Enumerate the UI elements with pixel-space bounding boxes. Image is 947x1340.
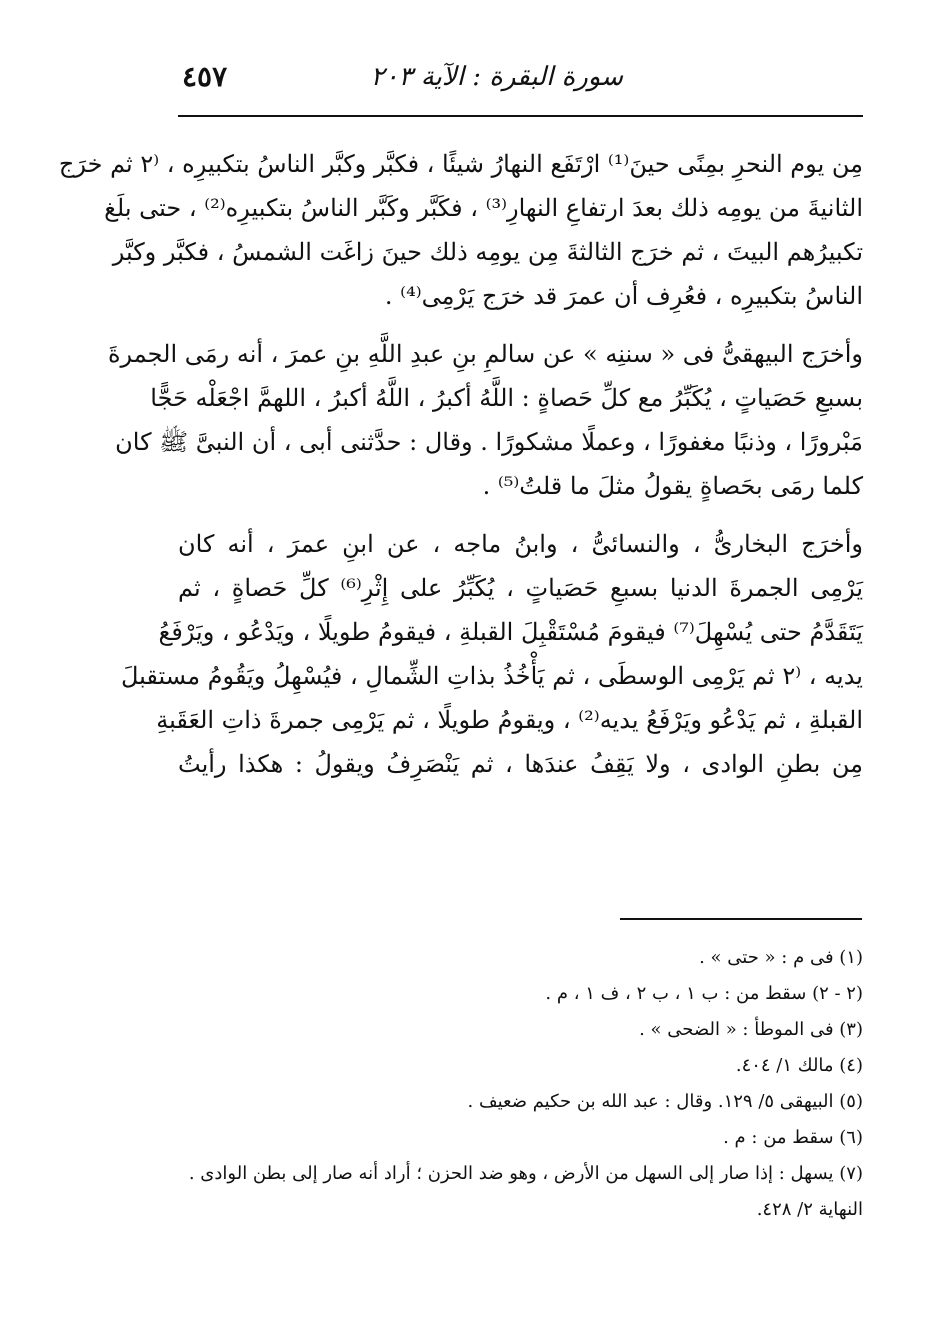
paragraph-1	[58, 142, 863, 318]
text-line: وأخرَج البخارىُّ ، والنسائىُّ ، وابنُ ماجه ، عن ابنِ عمرَ ، أنه كان	[178, 530, 863, 558]
text-line: يديه ، ⁽٢ ثم يَرْمِى الوسطَى ، ثم يَأْخُذُ بذاتِ الشِّمالِ ، فيُسْهِلُ ويَقُومُ مستقبلَ	[120, 662, 863, 690]
footnotes	[178, 940, 863, 1228]
header-rule	[178, 115, 863, 117]
text-line: الناسُ بتكبيرِه ، فعُرِف أن عمرَ قد خرَج يَرْمِى⁽⁴⁾ .	[384, 282, 863, 310]
footnote: (٢ - ٢) سقط من : ب ١ ، ب ٢ ، ف ١ ، م .	[545, 983, 863, 1004]
text-line: وأخرَج البيهقىُّ فى « سننِه » عن سالمِ بنِ عبدِ اللَّهِ بنِ عمرَ ، أنه رمَى الجمرةَ	[107, 340, 863, 368]
text-line: تكبيرُهم البيتَ ، ثم خرَج الثالثةَ مِن يومِه ذلك حينَ زاغَت الشمسُ ، فكبَّر وكبَّر	[112, 238, 863, 266]
page-header	[178, 58, 863, 114]
page-number: ٤٥٧	[182, 60, 228, 93]
main-text	[58, 142, 863, 800]
text-line: الثانيةَ من يومِه ذلك بعدَ ارتفاعِ النهارِ⁽³⁾ ، فكَبَّر وكَبَّر الناسُ بتكبيرِه⁽²⁾ ، حتى بلَغ	[104, 194, 863, 222]
text-line: كلما رمَى بحَصاةٍ يقولُ مثلَ ما قلتُ⁽⁵⁾ .	[482, 472, 863, 500]
paragraph-3	[120, 522, 863, 786]
running-title: سورة البقرة : الآية ٢٠٣	[370, 62, 623, 92]
footnote-continuation: النهاية ٢/ ٤٢٨.	[756, 1199, 863, 1220]
text-line: يَتَقَدَّمُ حتى يُسْهِلَ⁽⁷⁾ فيقومَ مُسْتَقْبِلَ القبلةِ ، فيقومُ طويلًا ، ويَدْعُو ، ويَرْفَعُ	[158, 618, 863, 646]
footnote: (٤) مالك ١/ ٤٠٤.	[735, 1055, 863, 1076]
footnote: (٥) البيهقى ٥/ ١٢٩. وقال : عبد الله بن حكيم ضعيف .	[467, 1091, 863, 1112]
text-line: مَبْرورًا ، وذنبًا مغفورًا ، وعملًا مشكورًا . وقال : حدَّثنى أبى ، أن النبىَّ ﷺ كان	[115, 428, 863, 456]
footnote-rule	[620, 918, 862, 920]
text-line: يَرْمِى الجمرةَ الدنيا بسبعِ حَصَياتٍ ، يُكَبِّرُ على إِثْرِ⁽⁶⁾ كلِّ حَصاةٍ ، ثم	[178, 574, 863, 602]
text-line: القبلةِ ، ثم يَدْعُو ويَرْفَعُ يديه⁽²⁾ ، ويقومُ طويلًا ، ثم يَرْمِى جمرةَ ذاتِ العَقَبةِ	[156, 706, 863, 734]
text-line: بسبعِ حَصَياتٍ ، يُكَبِّرُ مع كلِّ حَصاةٍ : اللَّهُ أكبرُ ، اللَّهُ أكبرُ ، اللهمَّ اجْعَلْه حَجًّا	[150, 384, 863, 412]
text-line: مِن يوم النحرِ بمِنًى حينَ⁽¹⁾ ارْتَفَع النهارُ شيئًا ، فكبَّر وكبَّر الناسُ بتكبيرِه ، ⁽٢ ثم خرَج	[58, 150, 863, 178]
footnote: (٦) سقط من : م .	[723, 1127, 863, 1148]
text-line: مِن بطنِ الوادى ، ولا يَقِفُ عندَها ، ثم يَنْصَرِفُ ويقولُ : هكذا رأيتُ	[178, 750, 863, 778]
footnote: (٧) يسهل : إذا صار إلى السهل من الأرض ، وهو ضد الحزن ؛ أراد أنه صار إلى بطن الوادى .	[188, 1163, 863, 1184]
paragraph-2	[107, 332, 863, 508]
footnote: (١) فى م : « حتى » .	[699, 947, 863, 968]
footnote: (٣) فى الموطأ : « الضحى » .	[639, 1019, 863, 1040]
